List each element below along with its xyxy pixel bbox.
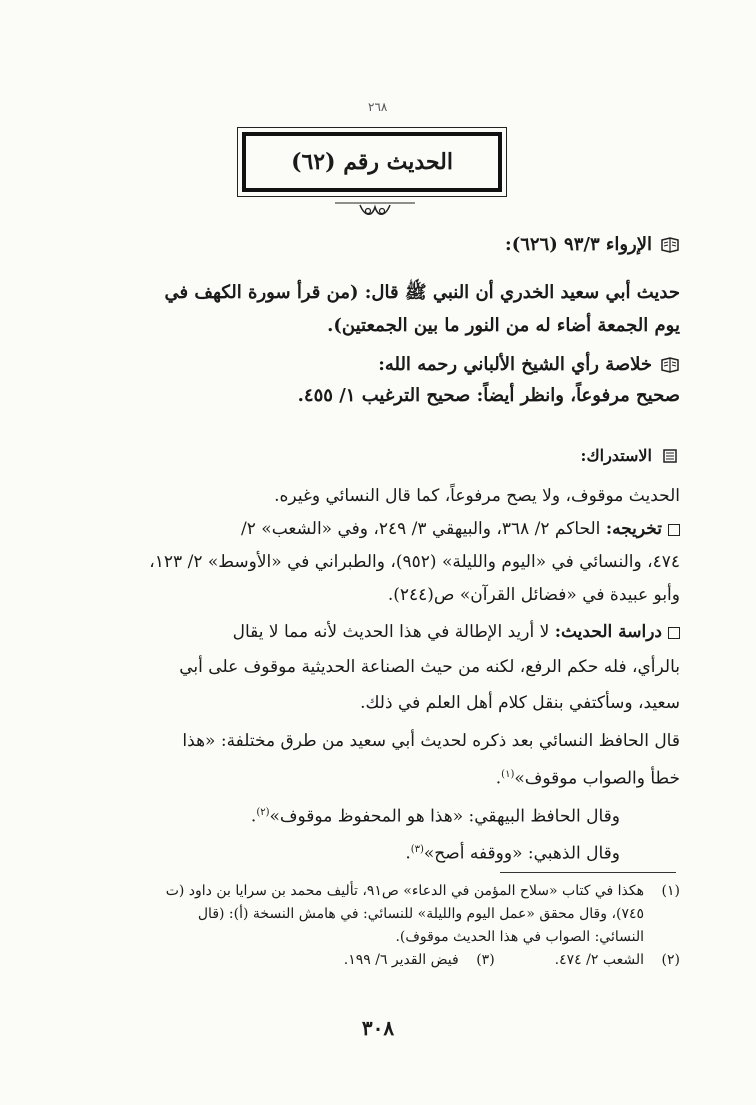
footnote-2-text: الشعب ٢/ ٤٧٤. xyxy=(554,952,644,968)
nasai-line-2: خطأ والصواب موقوف»$^{(١)}$. xyxy=(495,768,680,789)
dirasa-line-1 xyxy=(80,616,680,649)
footnotes xyxy=(80,880,680,972)
footnote-1-line-1: هكذا في كتاب «سلاح المؤمن في الدعاء» ص٩١، تأليف محمد بن سرايا بن داود (ت xyxy=(165,883,644,899)
title-frame-inner xyxy=(242,132,502,192)
summary-heading xyxy=(80,354,680,375)
footnote-3 xyxy=(344,949,495,972)
footnote-divider xyxy=(500,872,676,873)
footnote-ref-2: (٢) xyxy=(256,806,270,818)
dhahabi-text: وقال الذهبي: «ووقفه أصح» xyxy=(423,843,620,864)
footnote-1-line-2: ٧٤٥)، وقال محقق «عمل اليوم والليلة» للنسائي: في هامش النسخة (أ): (قال xyxy=(197,906,644,922)
summary-heading-text: خلاصة رأي الشيخ الألباني رحمه الله: xyxy=(378,354,652,375)
takhrij-line-3: وأبو عبيدة في «فضائل القرآن» ص(٢٤٤). xyxy=(387,585,680,605)
istidrak-heading-text: الاستدراك: xyxy=(580,446,652,465)
summary-text: صحيح مرفوعاً، وانظر أيضاً: صحيح الترغيب ١/ ٤٥٥. xyxy=(297,385,680,406)
footnote-3-text: فيض القدير ٦/ ١٩٩. xyxy=(343,952,459,968)
footnote-2-number: (٢) xyxy=(661,952,680,968)
irwaa-section xyxy=(80,234,680,255)
page-top-mark: ٢٦٨ xyxy=(368,100,388,114)
page-title: الحديث رقم (٦٢) xyxy=(291,149,453,175)
footnote-1-number: (١) xyxy=(661,883,680,899)
istidrak-section xyxy=(80,446,680,465)
summary-section xyxy=(80,354,680,412)
title-frame xyxy=(237,127,507,197)
page-number: ٣٠٨ xyxy=(361,1016,395,1040)
takhrij-line-2: ٤٧٤، والنسائي في «اليوم والليلة» (٩٥٢)، والطبراني في «الأوسط» ٢/ ١٢٣، xyxy=(149,552,680,572)
hadith-text xyxy=(80,276,680,342)
dirasa-line-2: بالرأي، فله حكم الرفع، لكنه من حيث الصناعة الحديثية موقوف على أبي xyxy=(179,657,680,677)
bayhaqi-text: وقال الحافظ البيهقي: «هذا هو المحفوظ موقوف» xyxy=(269,806,620,827)
square-bullet-icon xyxy=(668,524,680,536)
irwaa-heading xyxy=(80,234,680,255)
hadith-line-2: يوم الجمعة أضاء له من النور ما بين الجمعتين). xyxy=(327,315,680,336)
square-bullet-icon xyxy=(668,627,680,639)
istidrak-heading xyxy=(80,446,680,465)
book-icon xyxy=(660,237,680,253)
footnote-1 xyxy=(80,880,680,949)
footnote-ref-3: (٣) xyxy=(410,844,424,856)
takhrij-text-1: الحاكم ٢/ ٣٦٨، والبيهقي ٣/ ٢٤٩، وفي «الشعب» ٢/ xyxy=(241,519,601,539)
footnote-2-3-row xyxy=(80,949,680,972)
footnote-ref-1: (١) xyxy=(501,769,515,780)
scroll-icon xyxy=(660,448,680,464)
hadith-line-1: حديث أبي سعيد الخدري أن النبي ﷺ قال: (من قرأ سورة الكهف في xyxy=(164,282,680,303)
bayhaqi-line: وقال الحافظ البيهقي: «هذا هو المحفوظ موقوف»$^{(٢)}$. xyxy=(250,806,620,827)
dirasa-line-3: سعيد، وسأكتفي بنقل كلام أهل العلم في ذلك. xyxy=(360,693,680,713)
footnote-2 xyxy=(555,949,680,972)
footnote-3-number: (٣) xyxy=(476,952,495,968)
takhrij-label: تخريجه: xyxy=(605,519,662,539)
dirasa-label: دراسة الحديث: xyxy=(554,622,662,642)
takhrij-line-1 xyxy=(80,513,680,546)
irwaa-heading-text: الإرواء ٩٣/٣ (٦٢٦): xyxy=(505,234,652,255)
footnote-1-body xyxy=(166,880,644,949)
dirasa-text-1: لا أريد الإطالة في هذا الحديث لأنه مما لا يقال xyxy=(232,622,550,642)
istidrak-line-1: الحديث موقوف، ولا يصح مرفوعاً، كما قال النسائي وغيره. xyxy=(274,486,680,506)
nasai-text-2: خطأ والصواب موقوف» xyxy=(514,768,680,789)
nasai-line-1: قال الحافظ النسائي بعد ذكره لحديث أبي سعيد من طرق مختلفة: «هذا xyxy=(182,731,680,751)
book-icon xyxy=(660,357,680,373)
footnote-1-line-3: النسائي: الصواب في هذا الحديث موقوف). xyxy=(395,929,644,945)
ornament-icon xyxy=(330,197,420,221)
dhahabi-line: وقال الذهبي: «ووقفه أصح»$^{(٣)}$. xyxy=(405,843,620,864)
istidrak-body xyxy=(80,480,680,871)
